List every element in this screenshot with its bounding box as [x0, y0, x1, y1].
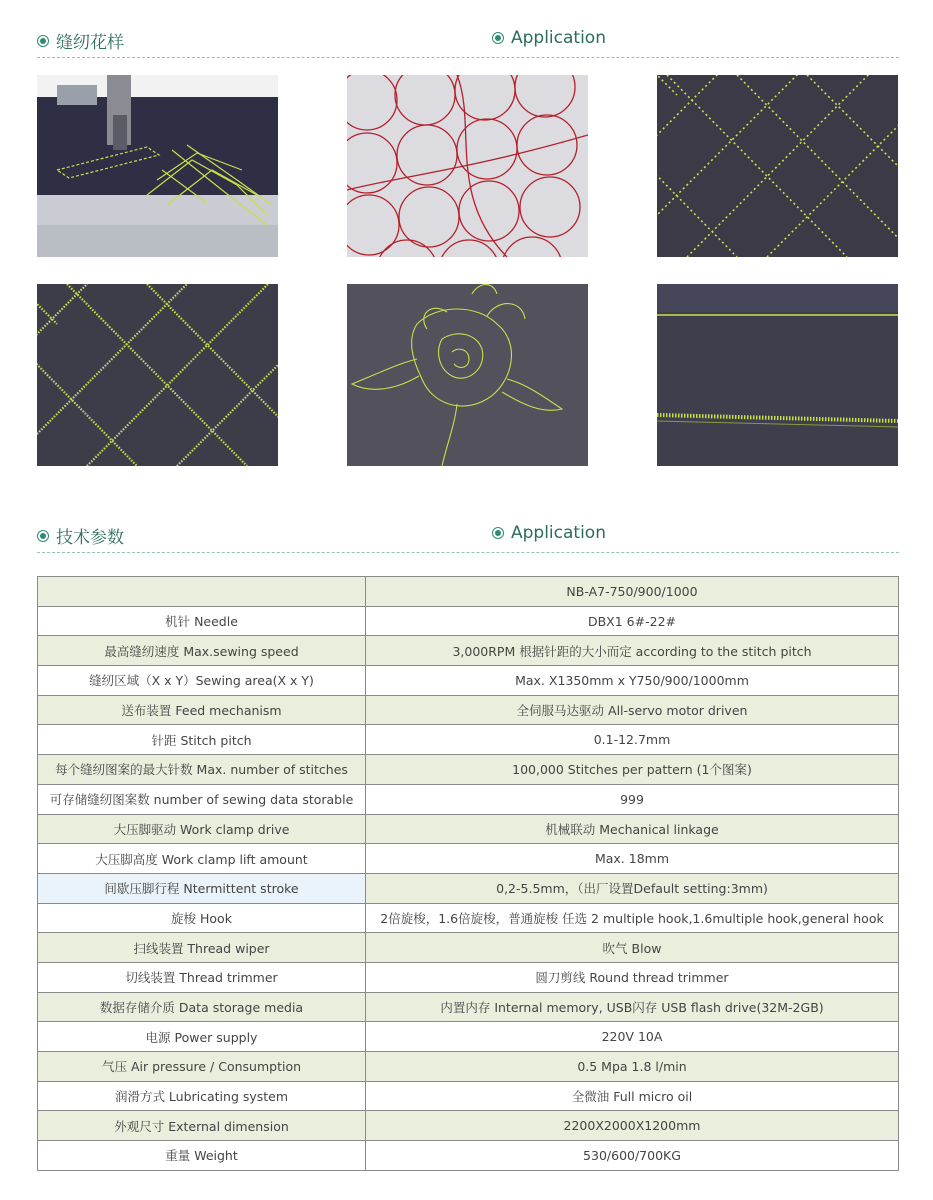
table-cell-label: 切线装置 Thread trimmer — [38, 962, 366, 992]
table-row — [38, 1141, 899, 1171]
dashed-divider — [37, 57, 899, 58]
table-cell-value: 内置内存 Internal memory, USB闪存 USB flash drive(32M-2GB) — [366, 992, 899, 1022]
table-row — [38, 784, 899, 814]
table-row — [38, 1081, 899, 1111]
table-cell-value: 全伺服马达驱动 All-servo motor driven — [366, 695, 899, 725]
specs-title-cn: 技术参数 — [56, 528, 124, 548]
table-cell-label: 重量 Weight — [38, 1141, 366, 1171]
table-cell-label: 最高缝纫速度 Max.sewing speed — [38, 636, 366, 666]
table-cell-label: 大压脚高度 Work clamp lift amount — [38, 844, 366, 874]
table-cell-value: 圆刀剪线 Round thread trimmer — [366, 962, 899, 992]
table-row — [38, 844, 899, 874]
specs-section-header — [37, 523, 899, 547]
table-row — [38, 873, 899, 903]
table-row — [38, 814, 899, 844]
table-cell-value: Max. X1350mm x Y750/900/1000mm — [366, 666, 899, 696]
table-cell-value: 全微油 Full micro oil — [366, 1081, 899, 1111]
table-cell-label: 外观尺寸 External dimension — [38, 1111, 366, 1141]
table-cell-label: 缝纫区域（X x Y）Sewing area(X x Y) — [38, 666, 366, 696]
table-row — [38, 1052, 899, 1082]
specs-title-en-group — [492, 523, 606, 543]
patterns-title-cn: 缝纫花样 — [56, 33, 124, 53]
table-row — [38, 992, 899, 1022]
patterns-title-en-group — [492, 28, 606, 48]
table-cell-value: 2200X2000X1200mm — [366, 1111, 899, 1141]
bullet-circle-icon — [492, 527, 504, 539]
diamond-grid-zigzag-photo — [37, 284, 278, 466]
spec-table — [37, 576, 899, 1171]
table-cell-value: 0.5 Mpa 1.8 l/min — [366, 1052, 899, 1082]
table-row — [38, 695, 899, 725]
table-row — [38, 962, 899, 992]
bullet-circle-icon — [492, 32, 504, 44]
table-cell-label: 电源 Power supply — [38, 1022, 366, 1052]
dashed-divider — [37, 552, 899, 553]
table-cell-value: 吹气 Blow — [366, 933, 899, 963]
patterns-title-en: Application — [511, 28, 606, 48]
table-cell-label — [38, 577, 366, 607]
table-cell-value: 530/600/700KG — [366, 1141, 899, 1171]
table-cell-value: 999 — [366, 784, 899, 814]
table-cell-value: Max. 18mm — [366, 844, 899, 874]
table-cell-label: 送布装置 Feed mechanism — [38, 695, 366, 725]
patterns-section-header — [37, 28, 899, 52]
table-row — [38, 755, 899, 785]
table-cell-label: 大压脚驱动 Work clamp drive — [38, 814, 366, 844]
table-row — [38, 1022, 899, 1052]
table-cell-label: 机针 Needle — [38, 606, 366, 636]
table-cell-value: 0.1-12.7mm — [366, 725, 899, 755]
table-cell-model: NB-A7-750/900/1000 — [366, 577, 899, 607]
table-cell-label: 气压 Air pressure / Consumption — [38, 1052, 366, 1082]
bullet-circle-icon — [37, 530, 49, 542]
table-cell-value: 3,000RPM 根据针距的大小而定 according to the stitch pitch — [366, 636, 899, 666]
table-cell-label: 针距 Stitch pitch — [38, 725, 366, 755]
table-cell-value: DBX1 6#-22# — [366, 606, 899, 636]
table-row-header — [38, 577, 899, 607]
table-cell-value: 2倍旋梭，1.6倍旋梭，普通旋梭 任选 2 multiple hook,1.6multiple hook,general hook — [366, 903, 899, 933]
table-row — [38, 666, 899, 696]
table-cell-label: 间歇压脚行程 Ntermittent stroke — [38, 873, 366, 903]
red-circles-stitch-photo — [347, 75, 588, 257]
machine-sewing-photo — [37, 75, 278, 257]
table-cell-label: 可存储缝纫图案数 number of sewing data storable — [38, 784, 366, 814]
rose-embroidery-photo — [347, 284, 588, 466]
patterns-title — [37, 28, 124, 53]
table-cell-label: 旋梭 Hook — [38, 903, 366, 933]
spec-table-body — [38, 577, 899, 1171]
table-row — [38, 606, 899, 636]
table-cell-label: 扫线装置 Thread wiper — [38, 933, 366, 963]
table-row — [38, 636, 899, 666]
straight-zigzag-line-photo — [657, 284, 898, 466]
table-cell-label: 数据存储介质 Data storage media — [38, 992, 366, 1022]
table-row — [38, 1111, 899, 1141]
table-row — [38, 933, 899, 963]
table-cell-value: 机械联动 Mechanical linkage — [366, 814, 899, 844]
table-cell-label: 润滑方式 Lubricating system — [38, 1081, 366, 1111]
table-row — [38, 903, 899, 933]
specs-title — [37, 523, 124, 548]
table-cell-value: 0,2-5.5mm，（出厂设置Default setting:3mm) — [366, 873, 899, 903]
table-cell-value: 100,000 Stitches per pattern (1个图案) — [366, 755, 899, 785]
diamond-grid-star-stitch-photo — [657, 75, 898, 257]
specs-title-en: Application — [511, 523, 606, 543]
bullet-circle-icon — [37, 35, 49, 47]
table-cell-label: 每个缝纫图案的最大针数 Max. number of stitches — [38, 755, 366, 785]
table-cell-value: 220V 10A — [366, 1022, 899, 1052]
table-row — [38, 725, 899, 755]
